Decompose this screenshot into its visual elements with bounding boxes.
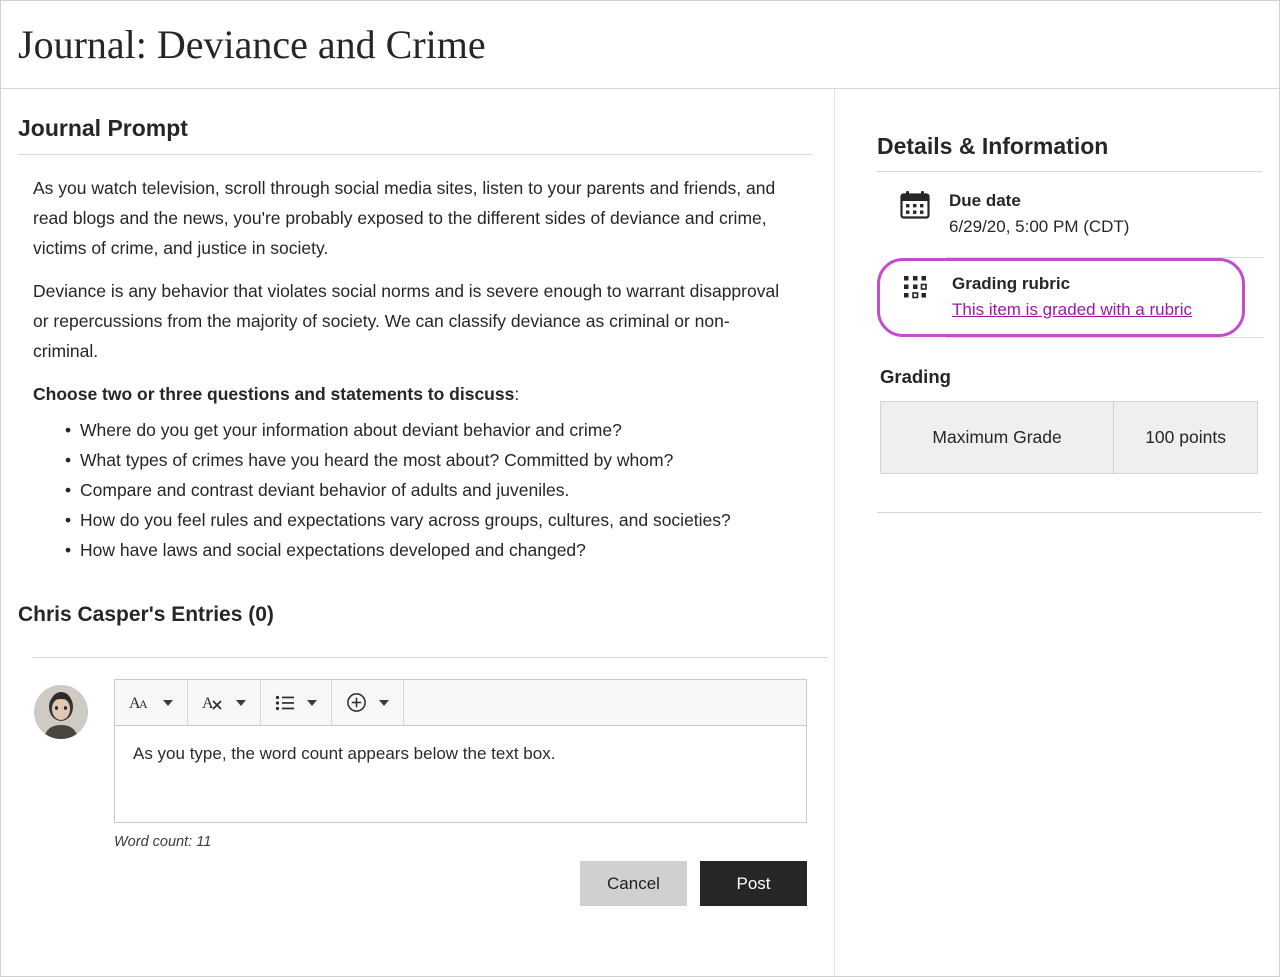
list-item: • What types of crimes have you heard the most about? Committed by whom? — [80, 445, 760, 475]
toolbar-empty-space — [404, 680, 806, 725]
clear-formatting-icon — [202, 693, 224, 713]
table-cell-value: 100 points — [1145, 427, 1226, 447]
list-item: • Compare and contrast deviant behavior of adults and juveniles. — [80, 475, 760, 505]
svg-text:A: A — [139, 696, 148, 711]
entries-divider — [33, 657, 828, 658]
bulleted-list-icon — [275, 694, 295, 712]
entry-text-input[interactable]: As you type, the word count appears below the text box. — [114, 726, 807, 823]
prompt-paragraph: Deviance is any behavior that violates social norms and is severe enough to warrant disapproval or repercussions from the majority of society. We can classify deviance as criminal or non-criminal. — [33, 281, 780, 361]
main-content — [1, 89, 835, 976]
editor-toolbar — [114, 679, 807, 726]
rubric-grid-icon — [898, 272, 938, 300]
post-button[interactable]: Post — [700, 861, 807, 906]
entry-composer — [18, 679, 834, 906]
prompt-lead-in — [18, 379, 788, 409]
calendar-icon — [895, 189, 935, 219]
chevron-down-icon — [307, 700, 317, 706]
prompt-question-list — [18, 415, 834, 565]
plus-circle-icon — [346, 692, 367, 713]
list-item: • How have laws and social expectations developed and changed? — [80, 535, 760, 565]
due-date-value: 6/29/20, 5:00 PM (CDT) — [949, 217, 1130, 236]
prompt-lead-in-text: Choose two or three questions and statements to discuss — [33, 384, 515, 404]
chevron-down-icon — [163, 700, 173, 706]
chevron-down-icon — [236, 700, 246, 706]
page-title: Journal: Deviance and Crime — [18, 22, 486, 67]
grading-rubric-highlight — [877, 258, 1245, 337]
svg-text:A: A — [129, 694, 141, 712]
text-style-button[interactable] — [115, 680, 188, 725]
editor-wrapper — [114, 679, 807, 906]
details-sidebar — [835, 89, 1280, 976]
page-header — [1, 1, 1279, 89]
page-body — [1, 89, 1279, 976]
journal-prompt-body — [18, 173, 834, 565]
journal-prompt-heading: Journal Prompt — [18, 115, 188, 141]
grading-table — [880, 401, 1258, 474]
text-style-icon — [129, 693, 151, 713]
word-count-label: Word count: 11 — [114, 834, 212, 850]
due-date-row — [877, 172, 1264, 257]
due-date-text — [935, 189, 1129, 240]
sidebar-divider — [946, 337, 1264, 338]
grading-rubric-text — [938, 272, 1192, 323]
due-date-label: Due date — [949, 191, 1021, 210]
grading-rubric-row — [880, 261, 1242, 334]
list-item: • How do you feel rules and expectations vary across groups, cultures, and societies? — [80, 505, 760, 535]
grading-rubric-link[interactable]: This item is graded with a rubric — [952, 300, 1192, 319]
chevron-down-icon — [379, 700, 389, 706]
clear-formatting-button[interactable] — [188, 680, 261, 725]
table-cell-label: Maximum Grade — [881, 402, 1114, 473]
heading-divider — [18, 154, 813, 155]
prompt-paragraph: As you watch television, scroll through social media sites, listen to your parents and friends, and read blogs and the news, you're probably exposed to the different sides of deviance and crime, victims of crime, and justice in society. — [33, 178, 776, 258]
bulleted-list-button[interactable] — [261, 680, 332, 725]
grading-heading: Grading — [880, 366, 951, 387]
list-item: • Where do you get your information about deviant behavior and crime? — [80, 415, 760, 445]
avatar — [34, 685, 88, 739]
details-heading: Details & Information — [877, 133, 1109, 159]
insert-content-button[interactable] — [332, 680, 404, 725]
sidebar-bottom-divider — [877, 512, 1262, 513]
cancel-button[interactable]: Cancel — [580, 861, 687, 906]
svg-text:A: A — [202, 694, 214, 712]
composer-actions — [114, 861, 807, 906]
prompt-lead-in-colon: : — [514, 384, 520, 404]
grading-rubric-label: Grading rubric — [952, 274, 1071, 293]
entries-heading: Chris Casper's Entries (0) — [18, 603, 274, 626]
